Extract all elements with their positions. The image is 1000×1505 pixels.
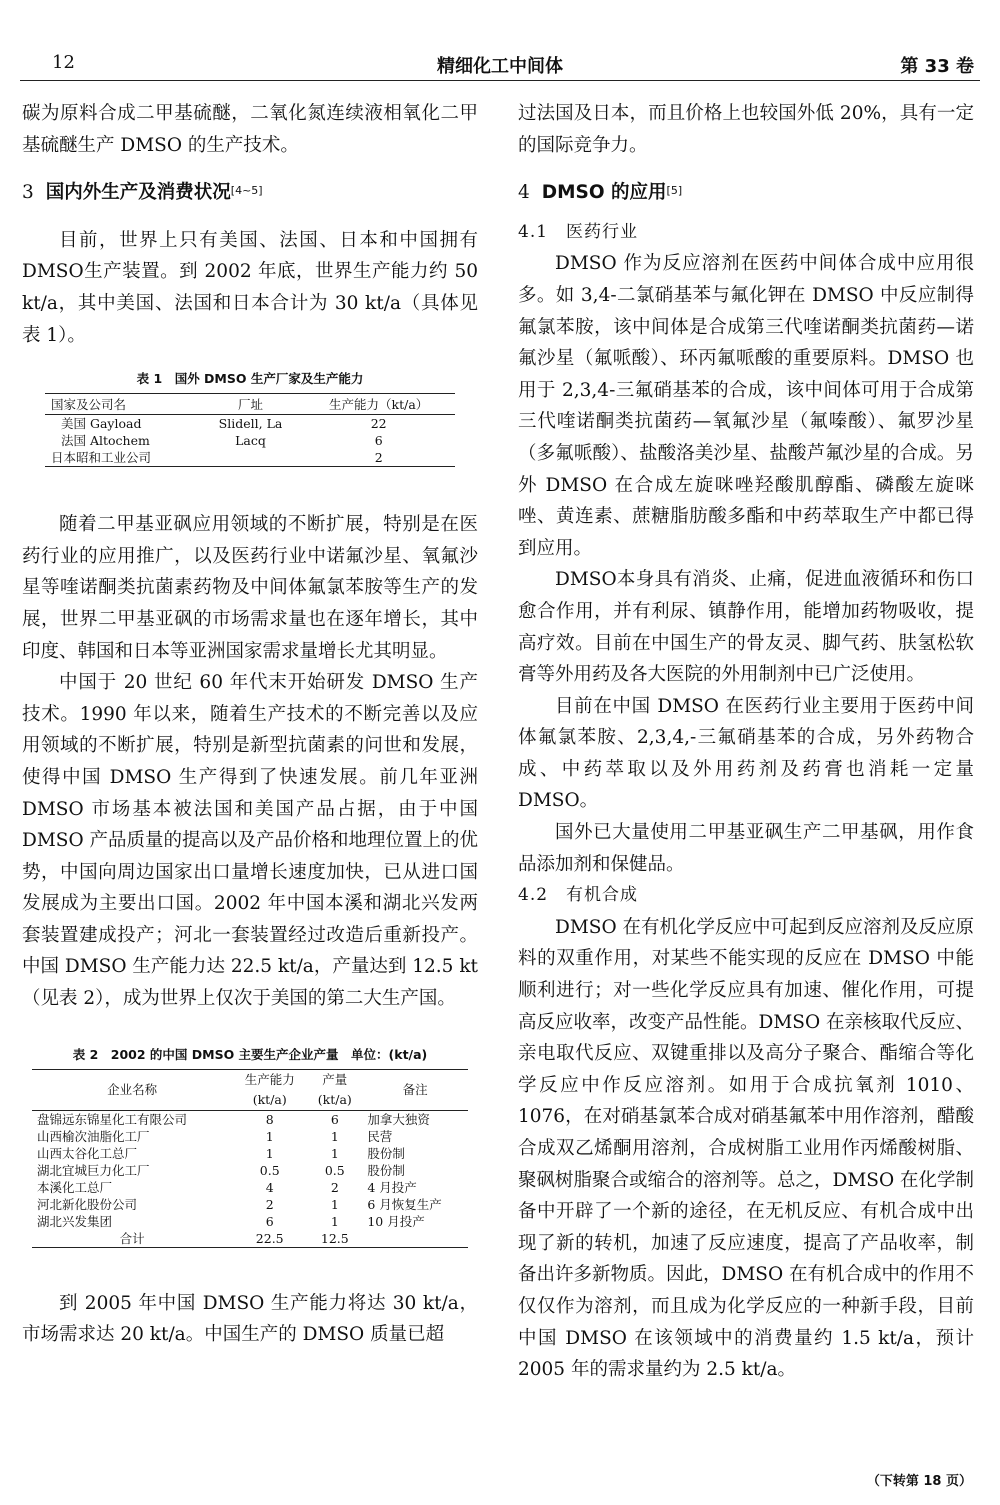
table-header: 备注: [362, 1069, 468, 1110]
page-header: [22, 38, 978, 78]
table-row: [32, 1196, 468, 1213]
table-cell: 6 月恢复生产: [367, 1196, 442, 1212]
table-header: 企业名称: [32, 1069, 232, 1110]
volume-label: 第 33 卷: [900, 56, 974, 77]
table-cell: 2: [265, 1196, 274, 1212]
table-row: [45, 449, 455, 467]
table-cell: 8: [265, 1111, 274, 1127]
table-row: [32, 1179, 468, 1196]
table-cell: 2: [330, 1179, 339, 1195]
table-row: [45, 432, 455, 449]
table-header: 国家及公司名: [45, 394, 199, 415]
table-row: [32, 1128, 468, 1145]
table-cell: Slidell, La: [218, 416, 283, 432]
table-header: 生产能力（kt/a）: [302, 394, 455, 415]
paragraph: 目前，世界上只有美国、法国、日本和中国拥有 DMSO生产装置。到 2002 年底，世界生产能力约 50 kt/a，其中美国、法国和日本合计为 30 kt/a（具体见表 1）。: [22, 229, 478, 346]
section-number: 3: [22, 182, 34, 204]
section-title: 国内外生产及消费状况: [45, 182, 231, 204]
table-cell: 民营: [367, 1128, 393, 1144]
table-cell: 股份制: [367, 1145, 405, 1161]
table-cell: 22.5: [232, 1230, 307, 1248]
table-cell: 法国 Altochem: [61, 433, 150, 449]
table-cell: 12.5: [307, 1230, 362, 1248]
table-cell: 1: [265, 1128, 274, 1144]
table-2-caption: 表 2 2002 的中国 DMSO 主要生产企业产量 单位：(kt/a): [72, 1046, 428, 1062]
right-column: [518, 98, 974, 1386]
table-cell: Lacq: [235, 433, 266, 449]
citation: [5]: [666, 184, 683, 198]
table-cell: 1: [265, 1145, 274, 1161]
subsection-4-2-heading: 4.2 有机合成: [518, 885, 639, 906]
paragraph: 国外已大量使用二甲基亚砜生产二甲基砜，用作食品添加剂和保健品。: [518, 822, 974, 875]
citation: [4~5]: [230, 184, 263, 198]
table-row: [32, 1162, 468, 1179]
table-header: (kt/a): [232, 1090, 307, 1111]
paragraph: 过法国及日本，而且价格上也较国外低 20%，具有一定的国际竞争力。: [518, 103, 974, 156]
table-cell: 0.5: [259, 1162, 280, 1178]
table-cell: 美国 Gayload: [61, 416, 142, 432]
table-cell: 22: [370, 416, 387, 432]
table-cell: 本溪化工总厂: [37, 1179, 113, 1195]
table-cell: 湖北兴发集团: [37, 1213, 113, 1229]
page-number: 12: [52, 52, 75, 73]
table-row: [32, 1110, 468, 1128]
section-4-heading: [518, 177, 974, 209]
table-cell: 股份制: [367, 1162, 405, 1178]
table-total-row: [32, 1230, 468, 1248]
paragraph: 随着二甲基亚砜应用领域的不断扩展，特别是在医药行业的应用推广，以及医药行业中诺氟沙星、氧氟沙星等喹诺酮类抗菌素药物及中间体氟氯苯胺等生产的发展，世界二甲基亚砜的市场需求量也在逐年增长，其中印度、韩国和日本等亚洲国家需求量增长尤其明显。: [22, 514, 478, 662]
continued-note: （下转第 18 页）: [866, 1474, 972, 1489]
paragraph: DMSO 作为反应溶剂在医药中间体合成中应用很多。如 3,4-二氯硝基苯与氟化钾在 DMSO 中反应制得氟氯苯胺，该中间体是合成第三代喹诺酮类抗菌药—诺氟沙星（氟哌酸）、环丙氟哌酸的重要原料。DMSO 也用于 2,3,4-三氟硝基苯的合成，该中间体可用于合成第三代喹诺酮类抗菌药—氧氟沙星（氟嗪酸）、氟罗沙星（多氟哌酸）、盐酸洛美沙星、盐酸芦氟沙星的合成。另外 DMSO 在合成左旋咪唑羟酸肌醇酯、磷酸左旋咪唑、黄连素、蔗糖脂肪酸多酯和中药萃取生产中都已得到应用。: [518, 253, 974, 559]
table-cell: 合计: [32, 1230, 232, 1248]
table-cell: 日本昭和工业公司: [45, 449, 199, 467]
table-cell: 6: [265, 1213, 274, 1229]
table-header-row: [45, 394, 455, 415]
table-header: 生产能力: [232, 1069, 307, 1090]
table-cell: 0.5: [324, 1162, 345, 1178]
table-2: [32, 1069, 468, 1248]
paragraph: 中国于 20 世纪 60 年代末开始研发 DMSO 生产技术。1990 年以来，随着生产技术的不断完善以及应用领域的不断扩展，特别是新型抗菌素的问世和发展，使得中国 DMSO 生产得到了快速发展。前几年亚洲 DMSO 市场基本被法国和美国产品占据，由于中国 DMSO 产品质量的提高以及产品价格和地理位置上的优势，中国向周边国家出口量增长速度加快，已从进口国发展成为主要出口国。2002 年中国本溪和湖北兴发两套装置建成投产；河北一套装置经过改造后重新投产。中国 DMSO 生产能力达 22.5 kt/a，产量达到 12.5 kt（见表 2），成为世界上仅次于美国的第二大生产国。: [22, 672, 478, 1010]
table-cell: [362, 1230, 468, 1248]
paragraph: 碳为原料合成二甲基硫醚，二氧化氮连续液相氧化二甲基硫醚生产 DMSO 的生产技术。: [22, 103, 478, 156]
table-cell: 1: [330, 1196, 339, 1212]
table-cell: [199, 449, 303, 467]
table-cell: 河北新化股份公司: [37, 1196, 138, 1212]
section-title: DMSO 的应用: [541, 182, 667, 204]
table-cell: 1: [330, 1213, 339, 1229]
table-header: (kt/a): [307, 1090, 362, 1111]
paragraph: 到 2005 年中国 DMSO 生产能力将达 30 kt/a，市场需求达 20 kt/a。中国生产的 DMSO 质量已超: [22, 1292, 478, 1346]
table-cell: 6: [330, 1111, 339, 1127]
table-row: [32, 1145, 468, 1162]
table-1: [45, 393, 455, 467]
table-cell: 1: [330, 1145, 339, 1161]
table-header-row: [32, 1069, 468, 1090]
table-header: 厂址: [199, 394, 303, 415]
section-3-heading: [22, 177, 478, 209]
table-cell: 4: [265, 1179, 274, 1195]
journal-title: 精细化工中间体: [437, 56, 563, 77]
paragraph: 目前在中国 DMSO 在医药行业主要用于医药中间体氟氯苯胺、2,3,4,-三氟硝基苯的合成，另外药物合成、中药萃取以及外用药剂及药膏也消耗一定量 DMSO。: [518, 695, 974, 812]
header-rule: [20, 80, 980, 81]
subsection-4-1-heading: 4.1 医药行业: [518, 221, 639, 242]
section-number: 4: [518, 182, 530, 204]
paragraph: DMSO 在有机化学反应中可起到反应溶剂及反应原料的双重作用，对某些不能实现的反应在 DMSO 中能顺利进行；对一些化学反应具有加速、催化作用，可提高反应收率，改变产品性能。DMSO 在亲核取代反应、亲电取代反应、双键重排以及高分子聚合、酯缩合等化学反应中作反应溶剂。如用于合成抗氧剂 1010、1076，在对硝基氯苯合成对硝基氟苯中用作溶剂，醋酸合成双乙烯酮用溶剂，合成树脂工业用作丙烯酸树脂、聚砜树脂聚合或缩合的溶剂等。总之，DMSO 在化学制备中开辟了一个新的途径，在无机反应、有机合成中出现了新的转机，加速了反应速度，提高了产品收率，制备出许多新物质。因此，DMSO 在有机合成中的作用不仅仅作为溶剂，而且成为化学反应的一种新手段，目前中国 DMSO 在该领域中的消费量约 1.5 kt/a，预计 2005 年的需求量约为 2.5 kt/a。: [518, 916, 974, 1381]
table-header: 产量: [307, 1069, 362, 1090]
table-cell: 加拿大独资: [367, 1111, 430, 1127]
table-cell: 山西太谷化工总厂: [37, 1145, 138, 1161]
table-cell: 10 月投产: [367, 1213, 425, 1229]
table-row: [32, 1213, 468, 1230]
table-cell: 山西榆次油脂化工厂: [37, 1128, 150, 1144]
table-cell: 1: [330, 1128, 339, 1144]
table-1-caption: 表 1 国外 DMSO 生产厂家及生产能力: [136, 371, 364, 387]
table-cell: 盘锦远东锦星化工有限公司: [37, 1111, 188, 1127]
table-row: [45, 415, 455, 433]
left-column: [22, 98, 478, 1351]
table-cell: 6: [374, 433, 383, 449]
table-cell: 2: [302, 449, 455, 467]
table-cell: 4 月投产: [367, 1179, 417, 1195]
table-cell: 湖北宜城巨力化工厂: [37, 1162, 150, 1178]
paragraph: DMSO本身具有消炎、止痛，促进血液循环和伤口愈合作用，并有利尿、镇静作用，能增加药物吸收，提高疗效。目前在中国生产的骨友灵、脚气药、肤氢松软膏等外用药及各大医院的外用制剂中已广泛使用。: [518, 569, 974, 686]
